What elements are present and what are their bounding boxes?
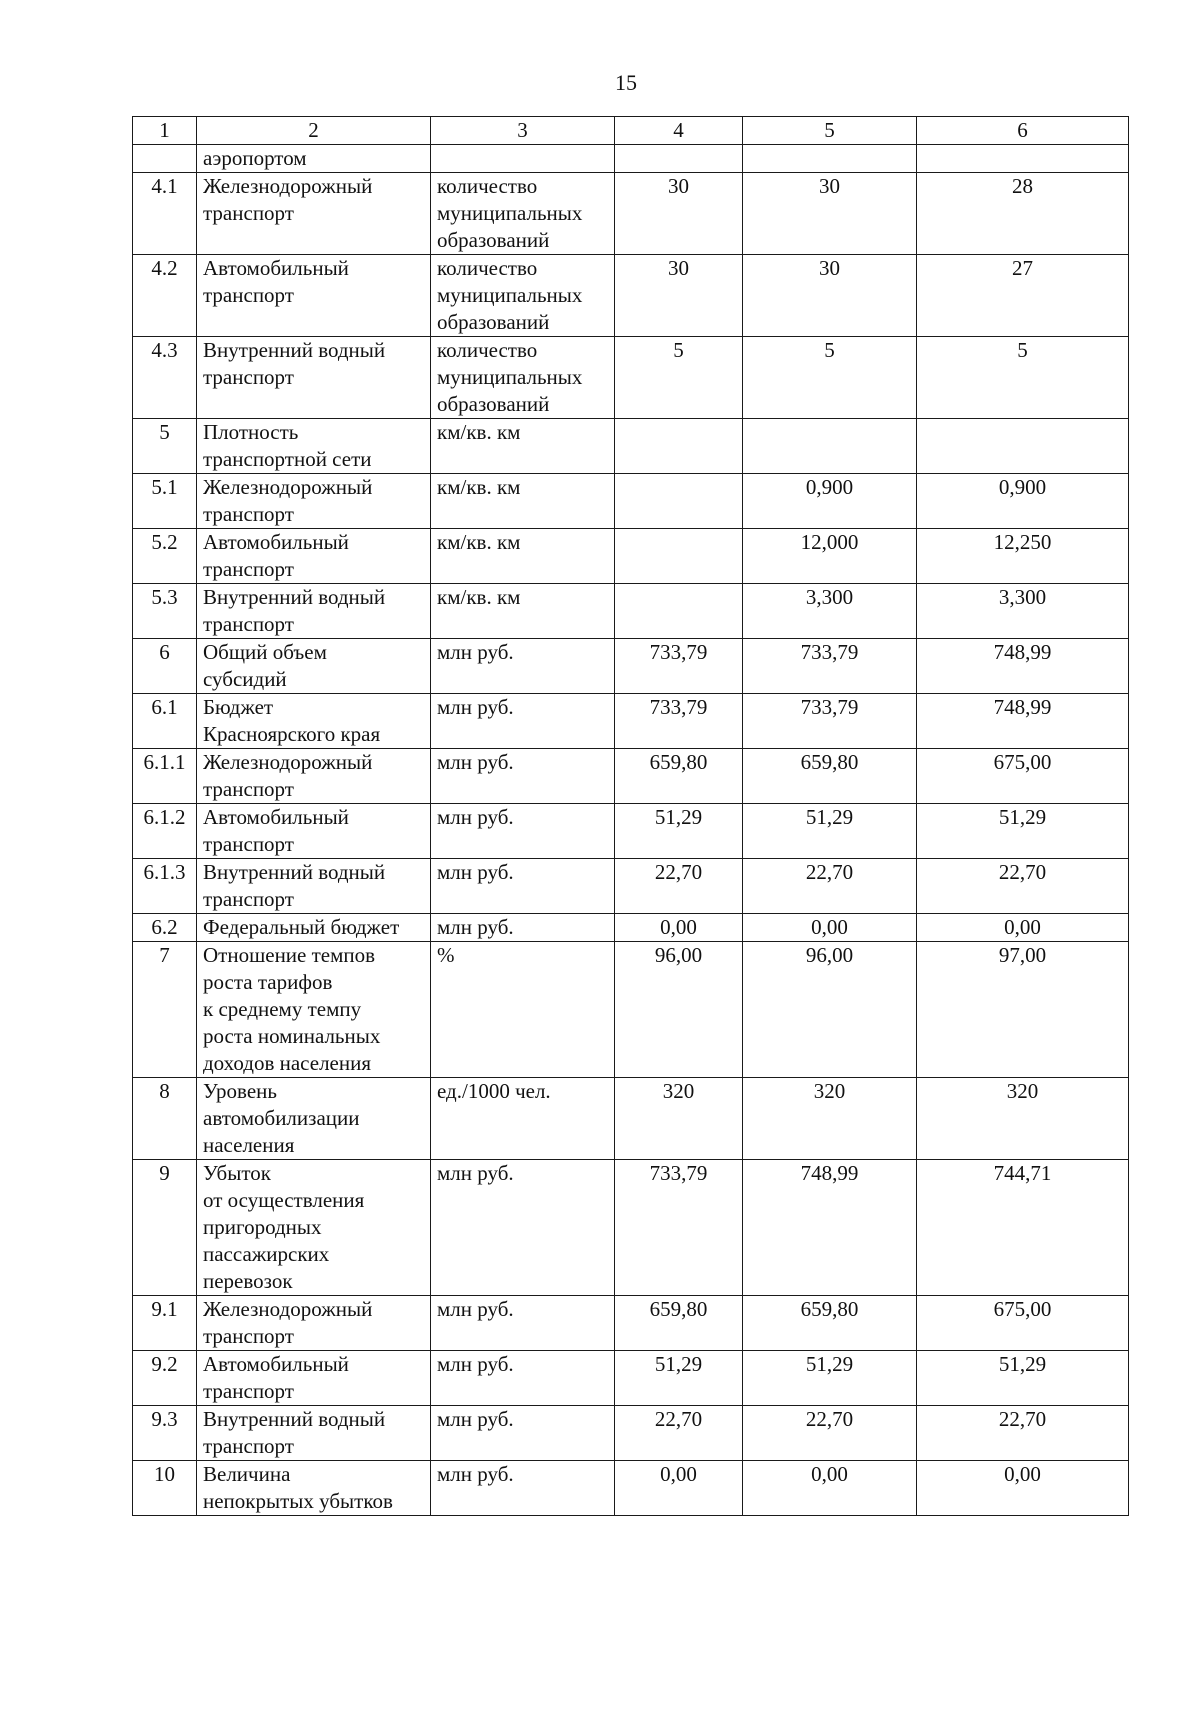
indicator-name-cell: Величина непокрытых убытков (197, 1461, 431, 1516)
value-col6-cell: 5 (917, 337, 1129, 419)
indicator-name-cell: Федеральный бюджет (197, 914, 431, 942)
value-col4-cell: 22,70 (615, 1406, 743, 1461)
row-number-cell: 9 (133, 1160, 197, 1296)
value-col4-cell (615, 419, 743, 474)
header-cell-4: 4 (615, 117, 743, 145)
value-col4-cell (615, 584, 743, 639)
table-row (133, 1078, 1129, 1160)
table-row (133, 749, 1129, 804)
value-col6-cell: 675,00 (917, 1296, 1129, 1351)
indicator-name-cell: Автомобильный транспорт (197, 804, 431, 859)
row-number-cell: 5.1 (133, 474, 197, 529)
row-number-cell: 9.2 (133, 1351, 197, 1406)
table-row (133, 1351, 1129, 1406)
unit-cell: млн руб. (431, 859, 615, 914)
row-number-cell: 8 (133, 1078, 197, 1160)
value-col6-cell: 51,29 (917, 1351, 1129, 1406)
table-row (133, 694, 1129, 749)
value-col6-cell: 675,00 (917, 749, 1129, 804)
value-col6-cell: 748,99 (917, 639, 1129, 694)
value-col6-cell: 748,99 (917, 694, 1129, 749)
table-row (133, 1296, 1129, 1351)
unit-cell: млн руб. (431, 914, 615, 942)
page-number: 15 (615, 70, 637, 95)
table-row (133, 145, 1129, 173)
indicator-name-cell: Внутренний водный транспорт (197, 1406, 431, 1461)
table-row (133, 255, 1129, 337)
value-col4-cell: 30 (615, 255, 743, 337)
table-header-row (133, 117, 1129, 145)
value-col4-cell (615, 145, 743, 173)
indicator-name-cell: Железнодорожный транспорт (197, 173, 431, 255)
indicator-name-cell: Отношение темпов роста тарифов к среднему темпу роста номинальных доходов населения (197, 942, 431, 1078)
unit-cell: млн руб. (431, 1406, 615, 1461)
table-row (133, 529, 1129, 584)
header-cell-6: 6 (917, 117, 1129, 145)
row-number-cell: 4.3 (133, 337, 197, 419)
value-col5-cell: 51,29 (743, 1351, 917, 1406)
indicator-name-cell: Внутренний водный транспорт (197, 584, 431, 639)
indicator-name-cell: аэропортом (197, 145, 431, 173)
value-col4-cell: 733,79 (615, 1160, 743, 1296)
unit-cell: км/кв. км (431, 419, 615, 474)
table-row (133, 942, 1129, 1078)
table-row (133, 474, 1129, 529)
table-row (133, 914, 1129, 942)
unit-cell: млн руб. (431, 639, 615, 694)
indicators-table (132, 116, 1129, 1516)
row-number-cell: 10 (133, 1461, 197, 1516)
indicator-name-cell: Железнодорожный транспорт (197, 1296, 431, 1351)
value-col4-cell: 0,00 (615, 914, 743, 942)
row-number-cell: 6 (133, 639, 197, 694)
value-col6-cell: 0,00 (917, 914, 1129, 942)
header-cell-2: 2 (197, 117, 431, 145)
value-col4-cell: 51,29 (615, 1351, 743, 1406)
value-col5-cell: 320 (743, 1078, 917, 1160)
row-number-cell: 6.1 (133, 694, 197, 749)
value-col4-cell: 5 (615, 337, 743, 419)
value-col5-cell: 3,300 (743, 584, 917, 639)
indicator-name-cell: Общий объем субсидий (197, 639, 431, 694)
value-col6-cell: 320 (917, 1078, 1129, 1160)
indicator-name-cell: Плотность транспортной сети (197, 419, 431, 474)
row-number-cell (133, 145, 197, 173)
indicator-name-cell: Уровень автомобилизации населения (197, 1078, 431, 1160)
row-number-cell: 6.1.1 (133, 749, 197, 804)
value-col5-cell: 22,70 (743, 1406, 917, 1461)
unit-cell: % (431, 942, 615, 1078)
value-col4-cell: 659,80 (615, 749, 743, 804)
value-col5-cell: 96,00 (743, 942, 917, 1078)
value-col5-cell: 659,80 (743, 749, 917, 804)
value-col5-cell (743, 419, 917, 474)
value-col6-cell (917, 419, 1129, 474)
unit-cell: км/кв. км (431, 529, 615, 584)
table-row (133, 804, 1129, 859)
row-number-cell: 5.2 (133, 529, 197, 584)
header-cell-3: 3 (431, 117, 615, 145)
unit-cell: количество муниципальных образований (431, 255, 615, 337)
value-col5-cell (743, 145, 917, 173)
row-number-cell: 4.1 (133, 173, 197, 255)
row-number-cell: 9.3 (133, 1406, 197, 1461)
row-number-cell: 5 (133, 419, 197, 474)
value-col6-cell: 22,70 (917, 1406, 1129, 1461)
unit-cell: млн руб. (431, 804, 615, 859)
row-number-cell: 4.2 (133, 255, 197, 337)
value-col6-cell: 12,250 (917, 529, 1129, 584)
value-col4-cell: 30 (615, 173, 743, 255)
value-col5-cell: 5 (743, 337, 917, 419)
table-row (133, 419, 1129, 474)
table-row (133, 1461, 1129, 1516)
header-cell-1: 1 (133, 117, 197, 145)
value-col4-cell: 0,00 (615, 1461, 743, 1516)
value-col4-cell (615, 529, 743, 584)
value-col5-cell: 0,00 (743, 1461, 917, 1516)
indicator-name-cell: Железнодорожный транспорт (197, 749, 431, 804)
row-number-cell: 5.3 (133, 584, 197, 639)
indicator-name-cell: Автомобильный транспорт (197, 1351, 431, 1406)
value-col6-cell: 0,00 (917, 1461, 1129, 1516)
row-number-cell: 6.1.2 (133, 804, 197, 859)
value-col5-cell: 51,29 (743, 804, 917, 859)
value-col6-cell: 27 (917, 255, 1129, 337)
value-col6-cell: 97,00 (917, 942, 1129, 1078)
unit-cell: млн руб. (431, 1160, 615, 1296)
unit-cell: км/кв. км (431, 584, 615, 639)
value-col4-cell: 733,79 (615, 694, 743, 749)
row-number-cell: 7 (133, 942, 197, 1078)
unit-cell: млн руб. (431, 1351, 615, 1406)
value-col4-cell (615, 474, 743, 529)
table-row (133, 173, 1129, 255)
value-col6-cell: 0,900 (917, 474, 1129, 529)
unit-cell: км/кв. км (431, 474, 615, 529)
table-row (133, 859, 1129, 914)
unit-cell: млн руб. (431, 1461, 615, 1516)
value-col5-cell: 733,79 (743, 639, 917, 694)
value-col4-cell: 96,00 (615, 942, 743, 1078)
table-row (133, 584, 1129, 639)
indicator-name-cell: Убыток от осуществления пригородных пассажирских перевозок (197, 1160, 431, 1296)
table-row (133, 1406, 1129, 1461)
value-col5-cell: 22,70 (743, 859, 917, 914)
value-col6-cell: 22,70 (917, 859, 1129, 914)
indicator-name-cell: Внутренний водный транспорт (197, 859, 431, 914)
value-col5-cell: 0,00 (743, 914, 917, 942)
indicator-name-cell: Автомобильный транспорт (197, 255, 431, 337)
unit-cell: ед./1000 чел. (431, 1078, 615, 1160)
table-row (133, 337, 1129, 419)
value-col4-cell: 659,80 (615, 1296, 743, 1351)
indicator-name-cell: Внутренний водный транспорт (197, 337, 431, 419)
unit-cell: млн руб. (431, 1296, 615, 1351)
value-col4-cell: 22,70 (615, 859, 743, 914)
value-col6-cell: 51,29 (917, 804, 1129, 859)
value-col5-cell: 659,80 (743, 1296, 917, 1351)
table-body (133, 117, 1129, 1516)
header-cell-5: 5 (743, 117, 917, 145)
value-col5-cell: 30 (743, 173, 917, 255)
value-col4-cell: 51,29 (615, 804, 743, 859)
value-col6-cell (917, 145, 1129, 173)
row-number-cell: 6.2 (133, 914, 197, 942)
value-col5-cell: 0,900 (743, 474, 917, 529)
unit-cell: количество муниципальных образований (431, 337, 615, 419)
indicator-name-cell: Автомобильный транспорт (197, 529, 431, 584)
value-col4-cell: 733,79 (615, 639, 743, 694)
row-number-cell: 6.1.3 (133, 859, 197, 914)
unit-cell: млн руб. (431, 749, 615, 804)
value-col6-cell: 3,300 (917, 584, 1129, 639)
unit-cell: млн руб. (431, 694, 615, 749)
table-row (133, 639, 1129, 694)
value-col6-cell: 744,71 (917, 1160, 1129, 1296)
unit-cell (431, 145, 615, 173)
value-col5-cell: 30 (743, 255, 917, 337)
unit-cell: количество муниципальных образований (431, 173, 615, 255)
row-number-cell: 9.1 (133, 1296, 197, 1351)
indicator-name-cell: Бюджет Красноярского края (197, 694, 431, 749)
indicator-name-cell: Железнодорожный транспорт (197, 474, 431, 529)
value-col5-cell: 733,79 (743, 694, 917, 749)
table-row (133, 1160, 1129, 1296)
value-col6-cell: 28 (917, 173, 1129, 255)
value-col5-cell: 748,99 (743, 1160, 917, 1296)
value-col4-cell: 320 (615, 1078, 743, 1160)
value-col5-cell: 12,000 (743, 529, 917, 584)
